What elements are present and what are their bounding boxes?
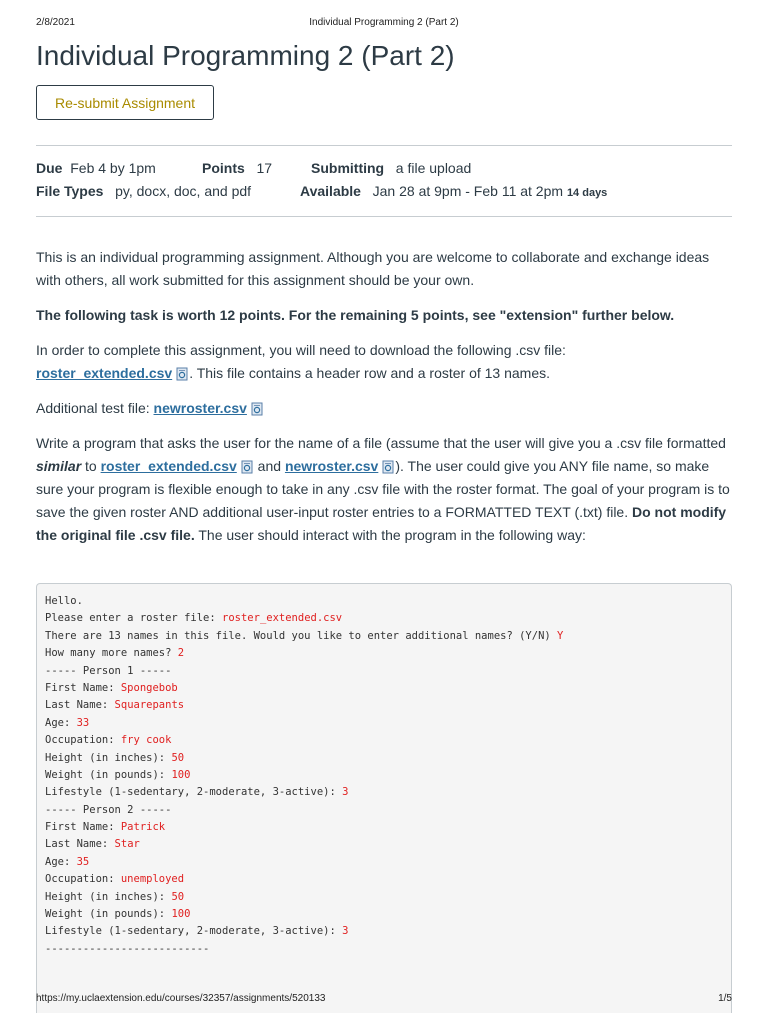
roster-extended-link-2[interactable]: roster_extended.csv [100, 458, 237, 474]
print-header [0, 17, 768, 31]
assignment-details [36, 160, 732, 206]
available-value: Jan 28 at 9pm - Feb 11 at 2pm [372, 183, 564, 199]
code-line [45, 854, 731, 871]
divider-top [36, 145, 732, 146]
file-preview-icon[interactable] [382, 460, 395, 474]
code-line [45, 871, 731, 888]
code-user-input: 50 [171, 751, 185, 764]
code-user-input: 3 [342, 925, 349, 938]
file-preview-icon[interactable] [251, 402, 264, 416]
due-value: Feb 4 by 1pm [70, 160, 156, 176]
points-label: Points [202, 160, 245, 176]
print-date: 2/8/2021 [36, 17, 75, 28]
details-available [300, 183, 607, 199]
code-user-input: 50 [171, 890, 185, 903]
available-label: Available [300, 183, 361, 199]
filetypes-value: py, docx, doc, and pdf [115, 183, 252, 199]
code-line [45, 819, 731, 836]
code-line [45, 680, 731, 697]
paragraph-intro: This is an individual programming assignment. Although you are welcome to collaborate and exchange ideas with others, all work submitted for this assignment should be your own. [36, 249, 710, 288]
newroster-link-2[interactable]: newroster.csv [284, 458, 379, 474]
test-file-text: Additional test file: [36, 400, 154, 416]
code-line [45, 802, 731, 819]
paragraph-test-file [36, 397, 732, 420]
code-line [45, 715, 731, 732]
roster-extended-link[interactable]: roster_extended.csv [36, 365, 173, 381]
code-prompt-text: Weight (in pounds): [45, 768, 172, 781]
paragraph-points: The following task is worth 12 points. For the remaining 5 points, see "extension" further below. [36, 307, 675, 323]
download-text: In order to complete this assignment, you will need to download the following .csv file: [36, 342, 566, 358]
code-prompt-text: Age: [45, 716, 77, 729]
submitting-label: Submitting [311, 160, 385, 176]
points-value: 17 [256, 160, 273, 176]
assignment-description [36, 246, 732, 559]
code-prompt-text: Age: [45, 855, 77, 868]
file-preview-icon[interactable] [176, 367, 189, 381]
resubmit-assignment-button[interactable]: Re-submit Assignment [36, 85, 214, 120]
code-lines [45, 593, 731, 958]
code-line [45, 593, 731, 610]
code-user-input: roster_extended.csv [222, 612, 343, 625]
code-user-input: 100 [171, 768, 191, 781]
paragraph-instructions [36, 432, 732, 547]
page-title: Individual Programming 2 (Part 2) [36, 40, 455, 71]
code-user-input: Star [114, 838, 140, 851]
code-prompt-text: First Name: [45, 821, 121, 834]
print-url: https://my.uclaextension.edu/courses/32357/assignments/520133 [36, 993, 326, 1004]
divider-bottom [36, 216, 732, 217]
code-prompt-text: Hello. [45, 595, 83, 607]
paragraph-download [36, 339, 732, 385]
code-user-input: Squarepants [114, 699, 185, 712]
code-line [45, 941, 731, 958]
code-line [45, 784, 731, 801]
code-prompt-text: -------------------------- [45, 942, 210, 955]
code-user-input: fry cook [120, 734, 172, 747]
code-prompt-text: Please enter a roster file: [45, 612, 223, 625]
details-row-1 [36, 160, 156, 176]
code-user-input: 3 [342, 786, 349, 799]
code-prompt-text: There are 13 names in this file. Would you like to enter additional names? (Y/N) [45, 629, 558, 642]
code-line [45, 923, 731, 940]
code-user-input: Patrick [120, 821, 166, 834]
details-submitting [311, 160, 471, 176]
code-prompt-text: Weight (in pounds): [45, 908, 172, 921]
available-days: 14 days [566, 187, 608, 199]
code-prompt-text: Last Name: [45, 838, 115, 851]
code-prompt-text: First Name: [45, 681, 121, 694]
code-prompt-text: Height (in inches): [45, 751, 172, 764]
due-label: Due [36, 160, 63, 176]
code-user-input: 100 [171, 908, 191, 921]
details-row-2 [36, 183, 251, 199]
print-page-number: 1/5 [718, 993, 732, 1004]
code-line [45, 628, 731, 645]
code-prompt-text: Lifestyle (1-sedentary, 2-moderate, 3-active): [45, 786, 343, 799]
similar-emphasis: similar [36, 458, 82, 474]
submitting-value: a file upload [395, 160, 472, 176]
file-preview-icon[interactable] [241, 460, 254, 474]
filetypes-label: File Types [36, 183, 104, 199]
code-user-input: Spongebob [120, 681, 178, 694]
code-line [45, 889, 731, 906]
download-post-text: . This file contains a header row and a roster of 13 names. [189, 365, 551, 381]
instructions-text-a: Write a program that asks the user for the name of a file (assume that the user will give you a .csv file formatted [36, 435, 726, 451]
print-footer [0, 993, 768, 1007]
code-prompt-text: Height (in inches): [45, 890, 172, 903]
instructions-text-b: ). The user could give you ANY file name, so make sure your program is flexible enough to take in any .csv file with the roster format. The goal of your program is to save the given roster AND additional user-input roster entries to a FORMATTED TEXT (.txt) file. [36, 458, 730, 520]
code-line [45, 906, 731, 923]
code-line [45, 697, 731, 714]
details-points [202, 160, 272, 176]
code-prompt-text: Occupation: [45, 873, 121, 886]
and-text: and [253, 458, 285, 474]
code-user-input: unemployed [120, 873, 185, 886]
code-prompt-text: Lifestyle (1-sedentary, 2-moderate, 3-active): [45, 925, 343, 938]
code-line [45, 836, 731, 853]
code-line [45, 767, 731, 784]
code-user-input: 33 [76, 716, 90, 729]
code-prompt-text: ----- Person 2 ----- [45, 803, 172, 816]
sample-interaction-code-block [36, 583, 732, 1013]
code-prompt-text: Occupation: [45, 734, 121, 747]
code-prompt-text: Last Name: [45, 699, 115, 712]
code-line [45, 663, 731, 680]
to-text: to [81, 458, 101, 474]
instructions-text-c: The user should interact with the program in the following way: [194, 527, 586, 543]
code-line [45, 610, 731, 627]
code-line [45, 732, 731, 749]
code-user-input: 2 [177, 647, 185, 660]
code-line [45, 750, 731, 767]
code-line [45, 645, 731, 662]
do-not-modify-emphasis: Do not modify the original file .csv file. [36, 504, 727, 543]
code-prompt-text: ----- Person 1 ----- [45, 664, 172, 677]
newroster-link[interactable]: newroster.csv [153, 400, 247, 416]
print-title: Individual Programming 2 (Part 2) [309, 17, 459, 28]
code-user-input: Y [557, 629, 564, 642]
code-prompt-text: How many more names? [45, 647, 178, 660]
code-user-input: 35 [76, 855, 90, 868]
